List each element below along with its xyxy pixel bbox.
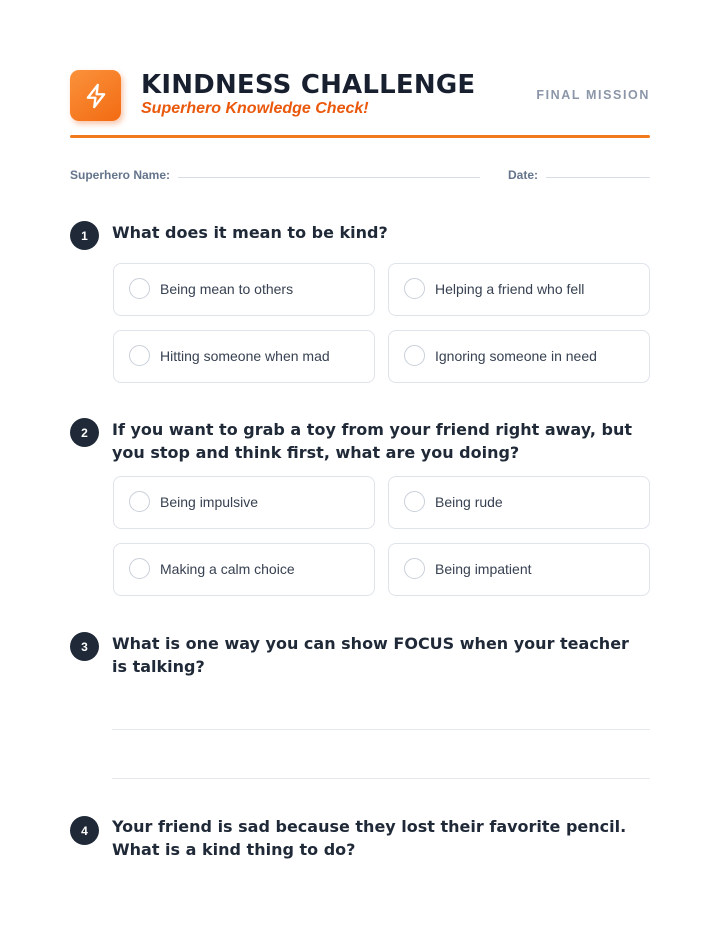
answer-option[interactable] (113, 476, 375, 529)
answer-label: Helping a friend who fell (435, 281, 585, 297)
answer-label: Ignoring someone in need (435, 348, 597, 364)
radio-button[interactable] (404, 278, 425, 299)
answer-option[interactable] (388, 476, 650, 529)
mission-label: FINAL MISSION (536, 88, 650, 102)
radio-button[interactable] (129, 278, 150, 299)
radio-button[interactable] (129, 491, 150, 512)
radio-button[interactable] (404, 558, 425, 579)
page-subtitle: Superhero Knowledge Check! (141, 100, 369, 117)
radio-button[interactable] (129, 558, 150, 579)
answer-line[interactable] (112, 778, 650, 779)
header-divider (70, 135, 650, 138)
question-text: Your friend is sad because they lost their favorite pencil. What is a kind thing to do? (112, 817, 627, 859)
answer-option[interactable] (388, 330, 650, 383)
answer-label: Being mean to others (160, 281, 294, 297)
answer-option[interactable] (113, 263, 375, 316)
question-2 (70, 418, 650, 598)
answer-option[interactable] (113, 543, 375, 596)
answer-option[interactable] (113, 330, 375, 383)
answer-label: Being impulsive (160, 494, 259, 510)
question-text: If you want to grab a toy from your friend right away, but you stop and think first, what are you doing? (112, 420, 633, 462)
lightning-bolt-icon (70, 70, 121, 121)
date-field[interactable] (546, 177, 650, 178)
question-text: What is one way you can show FOCUS when your teacher is talking? (112, 634, 629, 676)
name-date-row (70, 168, 650, 186)
question-text: What does it mean to be kind? (112, 223, 388, 242)
answer-label: Being rude (435, 494, 503, 510)
question-number: 3 (70, 632, 99, 661)
question-number: 2 (70, 418, 99, 447)
answer-option[interactable] (388, 543, 650, 596)
answer-line[interactable] (112, 729, 650, 730)
answer-option[interactable] (388, 263, 650, 316)
question-4 (70, 815, 650, 875)
radio-button[interactable] (129, 345, 150, 366)
question-3 (70, 631, 650, 791)
answer-label: Being impatient (435, 561, 532, 577)
answer-label: Making a calm choice (160, 561, 295, 577)
answer-label: Hitting someone when mad (160, 348, 330, 364)
superhero-name-label: Superhero Name: (70, 168, 171, 182)
question-number: 4 (70, 816, 99, 845)
page-title: KINDNESS CHALLENGE (141, 70, 476, 100)
question-1 (70, 220, 650, 390)
radio-button[interactable] (404, 491, 425, 512)
date-label: Date: (508, 168, 539, 182)
question-number: 1 (70, 221, 99, 250)
radio-button[interactable] (404, 345, 425, 366)
superhero-name-field[interactable] (178, 177, 480, 178)
worksheet-header (70, 70, 650, 140)
